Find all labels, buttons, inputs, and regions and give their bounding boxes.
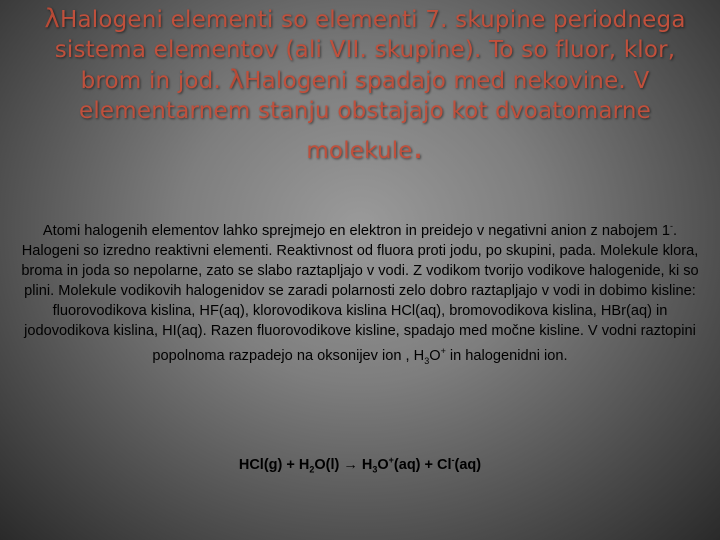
title-line-1: λHalogeni elementi so elementi 7. skupine periodnega xyxy=(44,4,686,34)
title-line-5: molekule. xyxy=(306,127,424,167)
slide-title xyxy=(40,4,690,166)
paragraph-reactivity: Halogeni so izredno reaktivni elementi. Reaktivnost od fluora proti jodu, po skupini, pada. Molekule klora, broma in joda so nepolarne, zato se slabo raztapljajo v vodi. Z vodikom tvorijo vodikove halogenide, ki so plini. Molekule vodikovih halogenidov se zaradi polarnosti zelo dobro raztapljajo v vodi in dobimo kisline: fluorovodikova kislina, HF(aq), klorovodikova kislina HCl(aq), bromovodikova kislina, HBr(aq) in jodovodikova kislina, HI(aq). Razen fluorovodikove kisline, spadajo med močne kisline. V vodni raztopini popolnoma razpadejo na oksonijev ion , $H_3O^+$ in halogenidni ion. xyxy=(21,242,699,366)
bullet-icon: λ xyxy=(44,4,60,34)
title-line-2: sistema elementov (ali VII. skupine). To so fluor, klor, xyxy=(54,37,676,63)
body-text xyxy=(18,216,702,371)
title-line-3: brom in jod. λHalogeni spadajo med nekovine. V xyxy=(80,65,650,95)
title-line-4: elementarnem stanju obstajajo kot dvoatomarne xyxy=(78,98,652,124)
paragraph-anion: Atomi halogenih elementov lahko sprejmejo en elektron in preidejo v negativni anion z nabojem 1-. xyxy=(42,221,678,239)
chemical-equation: $HCl(g) + H_2O(l) \to H_3O^+(aq) + Cl^-(aq)$ xyxy=(238,455,482,475)
bullet-icon: λ xyxy=(228,65,245,95)
